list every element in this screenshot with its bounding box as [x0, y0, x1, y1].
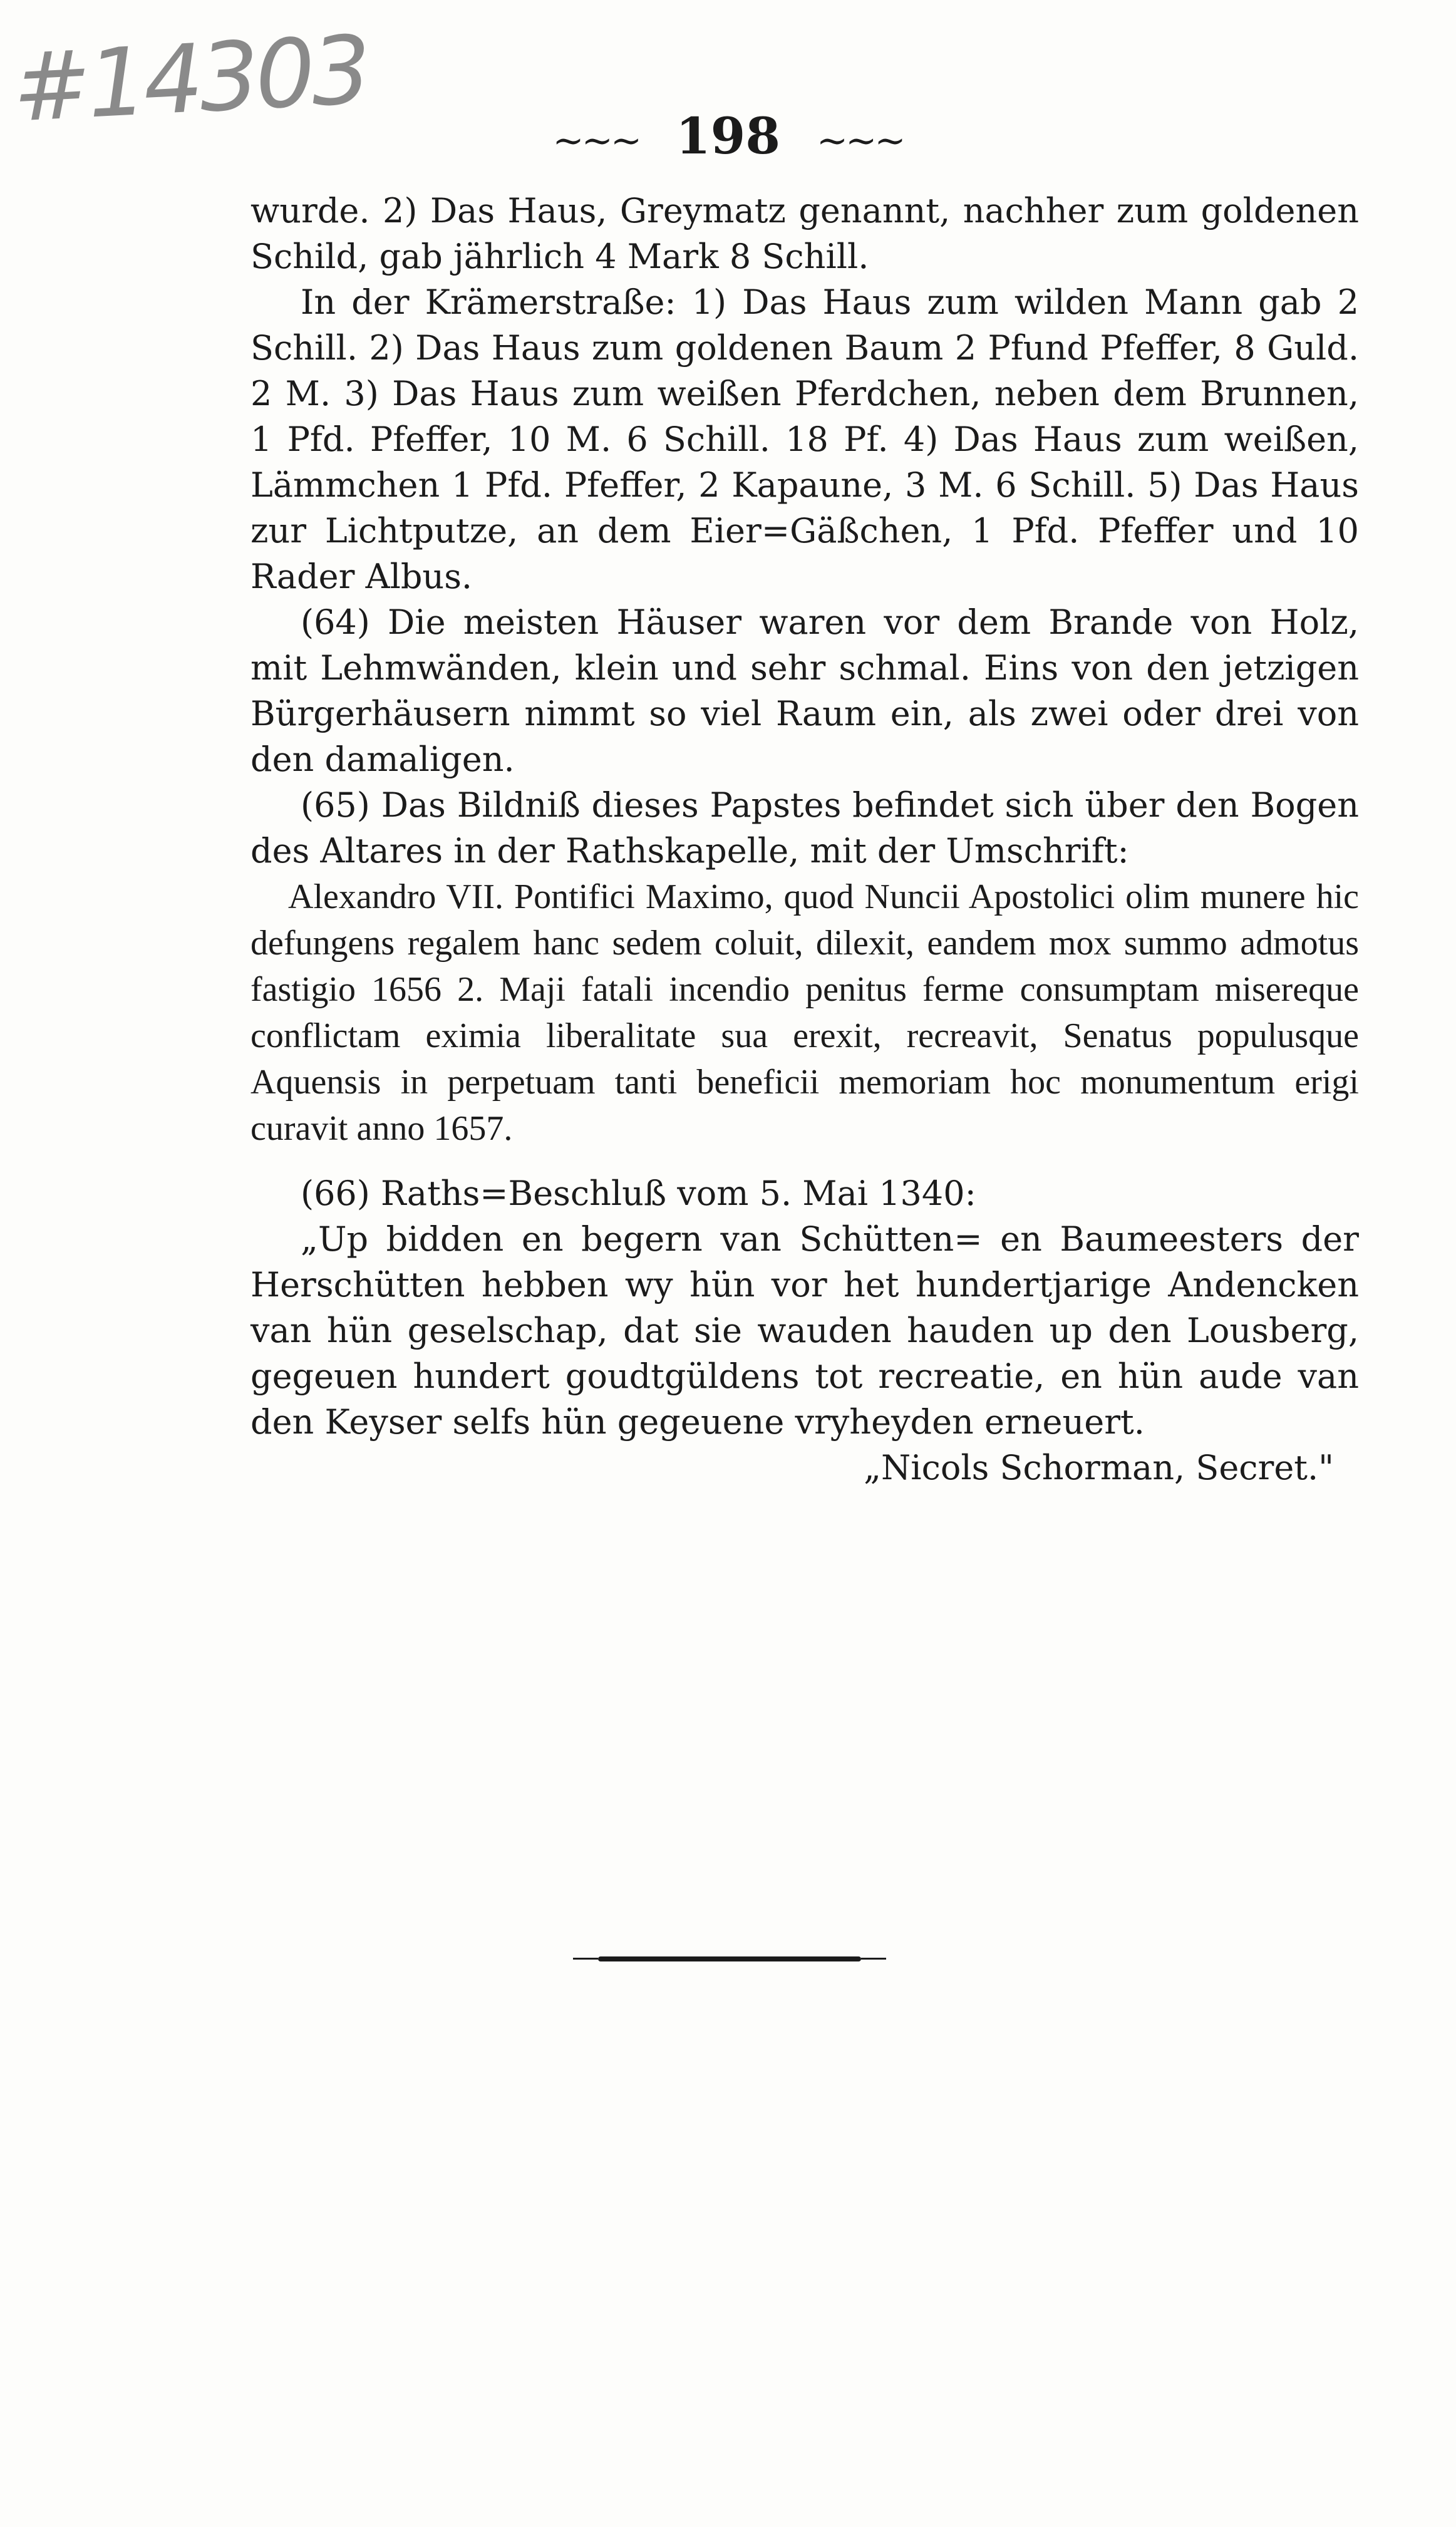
paragraph-gap: [250, 1152, 1359, 1170]
paragraph-kraemerstrasse: In der Krämerstraße: 1) Das Haus zum wilden Mann gab 2 Schill. 2) Das Haus zum goldenen Baum 2 Pfund Pfeffer, 8 Guld. 2 M. 3) Das Haus zum weißen Pferdchen, neben dem Brunnen, 1 Pfd. Pfeffer, 10 M. 6 Schill. 18 Pf. 4) Das Haus zum weißen, Lämmchen 1 Pfd. Pfeffer, 2 Kapaune, 3 M. 6 Schill. 5) Das Haus zur Lichtputze, an dem Eier=Gäßchen, 1 Pfd. Pfeffer und 10 Rader Albus.: [250, 282, 1359, 596]
decree-signature: „Nicols Schorman, Secret.": [864, 1448, 1334, 1487]
council-decree-quote: „Up bidden en begern van Schütten= en Baumeesters der Herschütten hebben wy hün vor het hundertjarige Andencken van hün geselschap, dat sie wauden hauden up den Lousberg, gegeuen hundert goudtgüldens tot recreatie, en hün aude van den Keyser selfs hün gegeuene vryheyden erneuert.: [250, 1219, 1359, 1442]
page-header: [0, 106, 1456, 165]
end-rule-divider: [598, 1956, 861, 1961]
paragraph-continuation: wurde. 2) Das Haus, Greymatz genannt, nachher zum goldenen Schild, gab jährlich 4 Mark 8 Schill.: [250, 191, 1359, 276]
header-ornament-right: ~~~: [816, 119, 904, 163]
page-number: 198: [676, 106, 780, 165]
footnote-65: (65) Das Bildniß dieses Papstes befindet sich über den Bogen des Altares in der Rathskapelle, mit der Umschrift:: [250, 785, 1359, 871]
footnote-66-heading: (66) Raths=Beschluß vom 5. Mai 1340:: [301, 1174, 976, 1213]
body-text: [250, 188, 1359, 1491]
handwritten-catalog-note: #14303: [9, 16, 371, 143]
latin-inscription: Alexandro VII. Pontifici Maximo, quod Nuncii Apostolici olim munere hic defungens regalem hanc sedem coluit, dilexit, eandem mox summo admotus fastigio 1656 2. Maji fatali incendio penitus ferme consumptam misereque conflictam eximia liberalitate sua erexit, recreavit, Senatus populusque Aquensis in perpetuam tanti beneficii memoriam hoc monumentum erigi curavit anno 1657.: [250, 877, 1359, 1148]
header-ornament-left: ~~~: [552, 119, 640, 163]
footnote-64: (64) Die meisten Häuser waren vor dem Brande von Holz, mit Lehmwänden, klein und sehr schmal. Eins von den jetzigen Bürgerhäusern nimmt so viel Raum ein, als zwei oder drei von den damaligen.: [250, 602, 1359, 779]
